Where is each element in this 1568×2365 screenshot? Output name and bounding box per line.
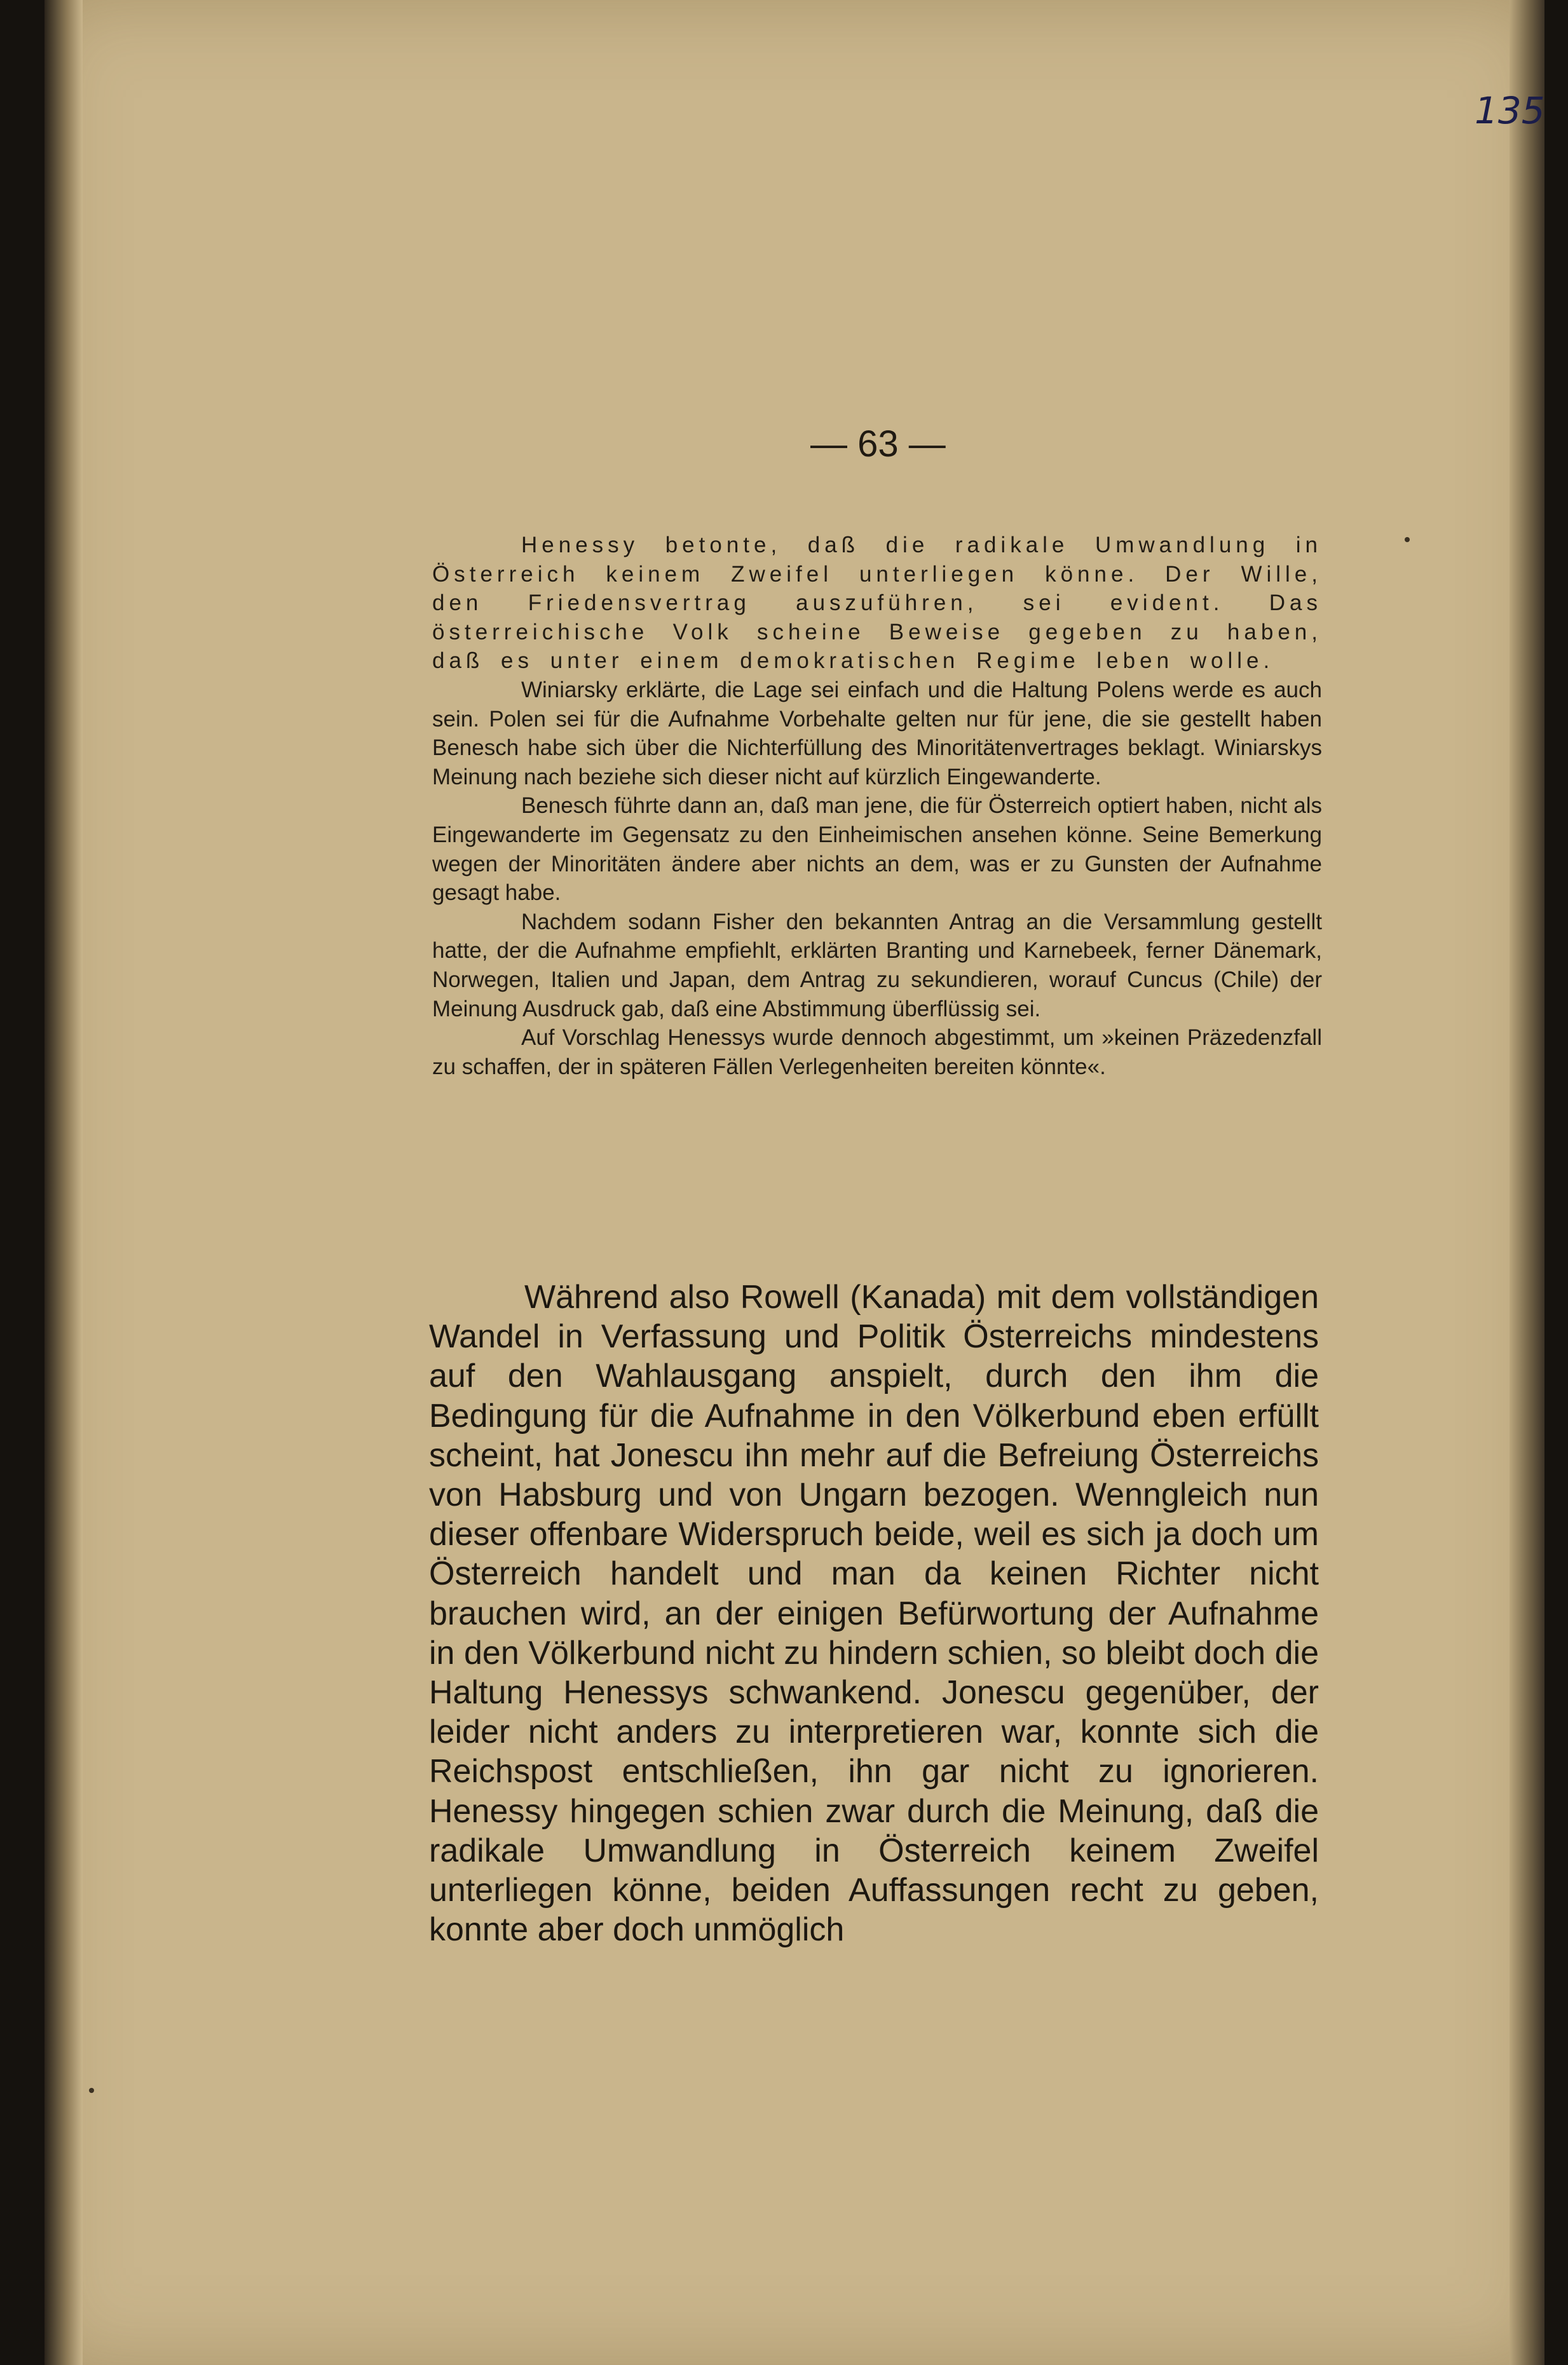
- binding-fold: [44, 0, 83, 2365]
- paragraph-commentary: Während also Rowell (Kanada) mit dem vollständigen Wandel in Verfassung und Politik Österreichs mindestens auf den Wahlausgang anspielt, durch den ihm die Bedingung für die Aufnahme in den Völkerbund eben erfüllt scheint, hat Jonescu ihn mehr auf die Befreiung Österreichs von Habsburg und von Ungarn bezogen. Wenngleich nun dieser offenbare Widerspruch beide, weil es sich ja doch um Österreich handelt und man da keinen Richter nicht brauchen wird, an der einigen Befürwortung der Aufnahme in den Völkerbund nicht zu hindern schien, so bleibt doch die Haltung Henessys schwankend. Jonescu gegenüber, der leider nicht anders zu interpretieren war, konnte sich die Reichspost entschließen, ihn gar nicht zu ignorieren. Henessy hingegen schien zwar durch die Meinung, daß die radikale Umwandlung in Österreich keinem Zweifel unterliegen könne, beiden Auffassungen recht zu geben, konnte aber doch unmöglich: [429, 1279, 1319, 1949]
- paragraph-benesch: Benesch führte dann an, daß man jene, die für Österreich optiert haben, nicht als Eingewanderte im Gegensatz zu den Einheimischen ansehen könne. Seine Bemerkung wegen der Minoritäten ändere aber nichts an dem, was er zu Gunsten der Aufnahme gesagt habe.: [432, 793, 1322, 906]
- ink-speck: [1405, 537, 1410, 542]
- page-edge: [1510, 0, 1544, 2365]
- page-number: — 63 —: [810, 423, 946, 465]
- main-text: [429, 1278, 1319, 1949]
- handwritten-folio-number: 135: [1475, 89, 1545, 132]
- paragraph-winiarsky: Winiarsky erklärte, die Lage sei einfach und die Haltung Polens werde es auch sein. Polen sei für die Aufnahme Vorbehalte gelten nur für jene, die sie gestellt haben Benesch habe sich über die Nichterfüllung des Minoritätenvertrages beklagt. Winiarskys Meinung nach beziehe sich dieser nicht auf kürzlich Eingewanderte.: [432, 677, 1322, 789]
- ink-speck: [89, 2088, 94, 2093]
- paragraph-henessy: Henessy betonte, daß die radikale Umwandlung in Österreich keinem Zweifel unterliegen könne. Der Wille, den Friedensvertrag auszuführen, sei evident. Das österreichische Volk scheine Beweise gegeben zu haben, daß es unter einem demokratischen Regime leben wolle.: [432, 533, 1322, 674]
- paper-sheet: [44, 0, 1544, 2365]
- paragraph-vote: Auf Vorschlag Henessys wurde dennoch abgestimmt, um »keinen Präzedenzfall zu schaffen, der in späteren Fällen Verlegenheiten bereiten könnte«.: [432, 1025, 1322, 1079]
- paragraph-fisher: Nachdem sodann Fisher den bekannten Antrag an die Versammlung gestellt hatte, der die Aufnahme empfiehlt, erklärten Branting und Karnebeek, ferner Dänemark, Norwegen, Italien und Japan, dem Antrag zu sekundieren, worauf Cuncus (Chile) der Meinung Ausdruck gab, daß eine Abstimmung überflüssig sei.: [432, 909, 1322, 1021]
- quoted-report: [432, 531, 1322, 1081]
